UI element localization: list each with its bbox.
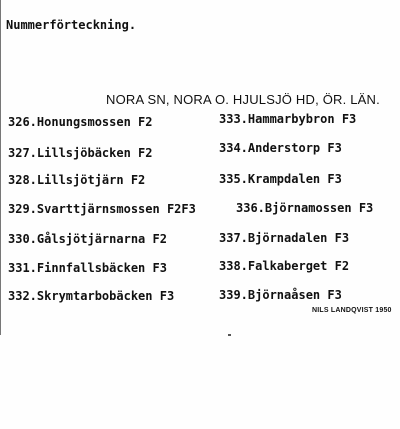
entry-326: 326.Honungsmossen F2 xyxy=(8,115,153,129)
entry-328: 328.Lillsjötjärn F2 xyxy=(8,173,146,187)
card-title: Nummerförteckning. xyxy=(6,18,137,32)
entry-337: 337.Björnadalen F3 xyxy=(219,231,350,245)
entry-338: 338.Falkaberget F2 xyxy=(219,259,350,273)
entry-336: 336.Björnamossen F3 xyxy=(236,201,374,215)
entry-329: 329.Svarttjärnsmossen F2F3 xyxy=(8,202,196,216)
parish-header: NORA SN, NORA O. HJULSJÖ HD, ÖR. LÄN. xyxy=(106,92,380,107)
entry-335: 335.Krampdalen F3 xyxy=(219,172,342,186)
entry-330: 330.Gålsjötjärnarna F2 xyxy=(8,232,167,246)
entry-332: 332.Skrymtarbobäcken F3 xyxy=(8,289,175,303)
entry-331: 331.Finnfallsbäcken F3 xyxy=(8,261,167,275)
author-credit: NILS LANDQVIST 1950 xyxy=(312,307,392,314)
entry-334: 334.Anderstorp F3 xyxy=(219,141,342,155)
entry-339: 339.Björnaåsen F3 xyxy=(219,288,342,302)
card-edge xyxy=(0,0,1,335)
entry-333: 333.Hammarbybron F3 xyxy=(219,112,357,126)
entry-327: 327.Lillsjöbäcken F2 xyxy=(8,146,153,160)
card-mark xyxy=(228,334,231,336)
